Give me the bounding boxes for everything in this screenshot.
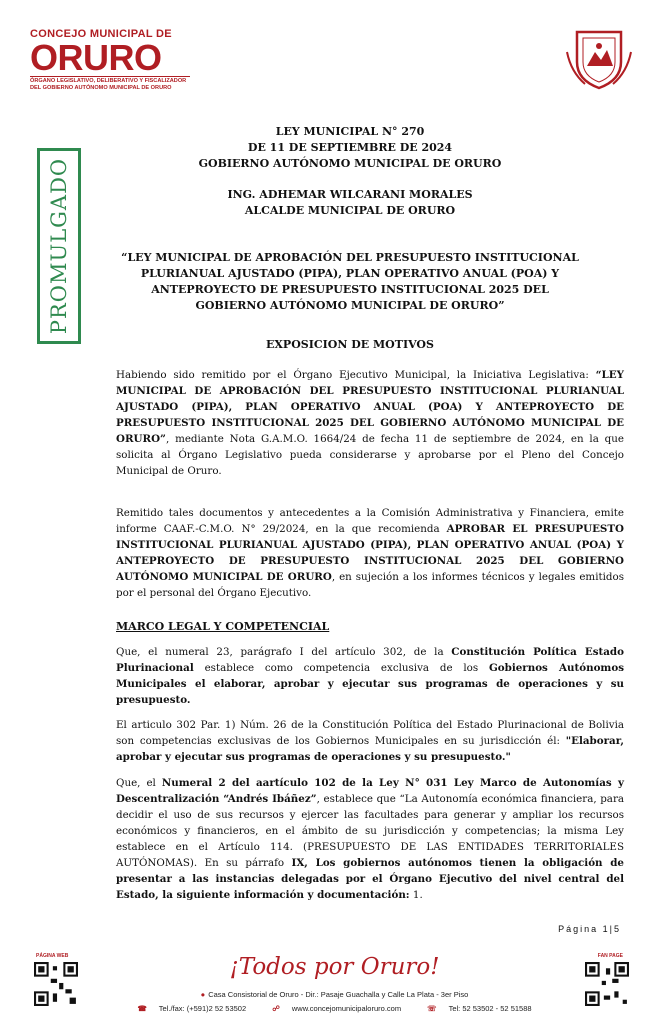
p4-a: El articulo 302 Par. 1) Núm. 26 de la Constitución Política del Estado Plurinacional de Bolivia son competencias exclusivas de los Gobiernos Municipales en su jurisdicción él:: [116, 719, 624, 747]
law-title: [100, 250, 600, 314]
org-top: CONCEJO MUNICIPAL DE: [30, 28, 172, 40]
seal-icon: [563, 22, 635, 94]
p1-b: “LEY MUNICIPAL DE APROBACIÓN DEL PRESUPUESTO INSTITUCIONAL PLURIANUAL AJUSTADO (PIPA), PLAN OPERATIVO ANUAL (POA) Y ANTEPROYECTO DE PRESUPUESTO INSTITUCIONAL 2025 DEL GOBIERNO AUTÓNOMO MUNICIPAL DE ORURO”: [116, 369, 624, 445]
address: [0, 990, 669, 999]
address-text: Casa Consistorial de Oruro - Dir.: Pasaje Guachalla y Calle La Plata - 3er Piso: [208, 990, 469, 999]
web-icon: ☍: [272, 1004, 280, 1013]
org-name: ORURO: [30, 37, 162, 78]
p2-b: APROBAR EL PRESUPUESTO INSTITUCIONAL PLURIANUAL AJUSTADO (PIPA), PLAN OPERATIVO ANUAL (POA) Y ANTEPROYECTO DE PRESUPUESTO INSTITUCIONAL 2025 DEL GOBIERNO AUTÓNOMO MUNICIPAL DE ORURO: [116, 523, 624, 583]
mayor-role: ALCALDE MUNICIPAL DE ORURO: [244, 204, 456, 217]
phone-icon: ☏: [427, 1004, 437, 1013]
phone2-contact: [421, 1004, 537, 1013]
tel2-text: Tel: 52 53502 - 52 51588: [448, 1004, 532, 1013]
law-government: GOBIERNO AUTÓNOMO MUNICIPAL DE ORURO: [198, 157, 502, 170]
p5-e: 1.: [409, 889, 423, 901]
phone-icon: ☎: [137, 1004, 147, 1013]
p1-c: , mediante Nota G.A.M.O. 1664/24 de fecha 11 de septiembre de 2024, en la que solicita al Órgano Legislativo pueda considerarse y aprobarse por el Pleno del Concejo Municipal de Oruro.: [116, 433, 624, 477]
council-logo: [30, 28, 190, 92]
web-contact[interactable]: [266, 1004, 407, 1013]
org-sub-line2: DEL GOBIERNO AUTÓNOMO MUNICIPAL DE ORURO: [30, 85, 172, 91]
p2-a: Remitido tales documentos y antecedentes a la Comisión Administrativa y Financiera, emite informe CAAF.-C.M.O. N° 29/2024, en la que recomienda: [116, 507, 624, 535]
page-number: Página 1|5: [558, 924, 621, 934]
paragraph-4: [116, 717, 624, 765]
phone-contact: [131, 1004, 252, 1013]
paragraph-2: [116, 505, 624, 601]
p5-c: , establece que “La Autonomía económica financiera, para decidir el uso de sus recursos y ejercer las facultades para generar y ampliar los recursos económicos y financieros, en el ámbito de su jurisdicción y competencias; la misma Ley establece en el Artículo 114. (PRESUPUESTO DE LAS ENTIDADES TERRITORIALES AUTÓNOMAS). En su párrafo: [116, 793, 625, 869]
p3-c: establece como competencia exclusiva de los: [193, 662, 489, 674]
law-number: LEY MUNICIPAL N° 270: [275, 125, 425, 138]
section-heading-marco: MARCO LEGAL Y COMPETENCIAL: [116, 620, 330, 633]
p5-d: IX, Los gobiernos autónomos tienen la obligación de presentar a las instancias delegadas por el Órgano Ejecutivo del nivel central del Estado, la siguiente información y documentación:: [116, 857, 624, 901]
mayor-block: [100, 187, 600, 219]
mayor-name: ING. ADHEMAR WILCARANI MORALES: [227, 188, 473, 201]
location-icon: ●: [200, 990, 206, 999]
p3-a: Que, el numeral 23, parágrafo I del artículo 302, de la: [116, 646, 452, 658]
contacts: [0, 1004, 669, 1013]
org-subtitle: [30, 76, 190, 92]
law-date: DE 11 DE SEPTIEMBRE DE 2024: [247, 141, 453, 154]
qr-left-label: PÁGINA WEB: [36, 953, 69, 959]
p1-a: Habiendo sido remitido por el Órgano Ejecutivo Municipal, la Iniciativa Legislativa:: [116, 369, 596, 381]
p3-b: Constitución Política Estado Plurinacional: [116, 646, 625, 674]
p2-c: , en sujeción a los informes técnicos y legales emitidos por el personal del Órgano Ejecutivo.: [116, 571, 624, 599]
qr-right-label: FAN PAGE: [597, 953, 623, 959]
p3-d: Gobiernos Autónomos Municipales el elaborar, aprobar y ejecutar sus programas de operaciones y su presupuesto.: [116, 662, 624, 706]
org-sub-line1: ÓRGANO LEGISLATIVO, DELIBERATIVO Y FISCALIZADOR: [30, 78, 187, 84]
stamp-text: PROMULGADO: [47, 157, 71, 335]
web-text[interactable]: www.concejomunicipaloruro.com: [291, 1004, 402, 1013]
p5-b: Numeral 2 del aartículo 102 de la Ley N° 031 Ley Marco de Autonomías y Descentralización “Andrés Ibáñez”: [116, 777, 624, 805]
paragraph-5: [116, 775, 624, 903]
p4-b: "Elaborar, aprobar y ejecutar sus programas de operaciones y su presupuesto.": [116, 735, 624, 763]
paragraph-1: [116, 367, 624, 479]
promulgado-stamp: [37, 148, 81, 344]
p5-a: Que, el: [116, 777, 162, 789]
title-line3: ANTEPROYECTO DE PRESUPUESTO INSTITUCIONAL 2025 DEL: [151, 283, 549, 296]
law-heading: [100, 124, 600, 172]
slogan: ¡Todos por Oruro!: [229, 954, 440, 980]
title-line1: “LEY MUNICIPAL DE APROBACIÓN DEL PRESUPUESTO INSTITUCIONAL: [121, 251, 579, 264]
phone-text: Tel./fax: (+591)2 52 53502: [158, 1004, 247, 1013]
paragraph-3: [116, 644, 624, 708]
title-line4: GOBIERNO AUTÓNOMO MUNICIPAL DE ORURO”: [195, 299, 505, 312]
title-line2: PLURIANUAL AJUSTADO (PIPA), PLAN OPERATIVO ANUAL (POA) Y: [140, 267, 560, 280]
section-heading-exposicion: EXPOSICION DE MOTIVOS: [266, 338, 434, 351]
